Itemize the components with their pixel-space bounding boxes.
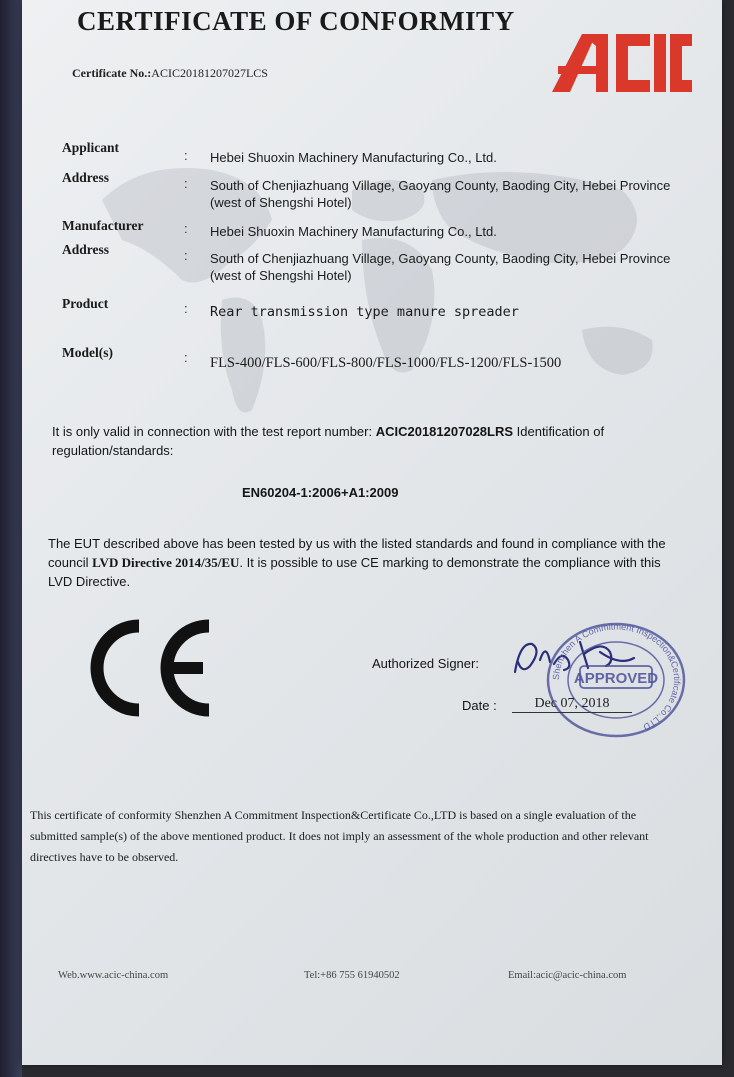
applicant-label: Applicant bbox=[62, 140, 120, 155]
product-colon: : bbox=[184, 301, 188, 316]
manufacturer-colon: : bbox=[184, 221, 188, 236]
svg-text:APPROVED: APPROVED bbox=[573, 670, 659, 687]
website-contact: Web.www.acic-china.com bbox=[58, 970, 169, 981]
address-value: South of Chenjiazhuang Village, Gaoyang County, Baoding City, Hebei Province (west of Shengshi Hotel) bbox=[210, 178, 671, 210]
acic-logo bbox=[552, 30, 692, 96]
certificate-number-label: Certificate No.: bbox=[72, 66, 152, 80]
disclaimer-note: This certificate of conformity Shenzhen A Commitment Inspection&Certificate Co.,LTD is based on a single evaluation of the submitted sample(s) of the above mentioned product. It does not imply an assessment of the whole production and other relevant directives have to be observed. bbox=[30, 808, 649, 864]
validity-text-post: Identification of regulation/standards: bbox=[52, 424, 605, 458]
standard-identifier: EN60204-1:2006+A1:2009 bbox=[242, 485, 399, 500]
telephone-contact: Tel:+86 755 61940502 bbox=[304, 970, 400, 981]
test-report-number: ACIC20181207028LRS bbox=[375, 424, 514, 439]
certificate-number-value: ACIC20181207027LCS bbox=[151, 66, 268, 80]
eut-text-post: . It is possible to use CE marking to demonstrate the compliance with this LVD Directive. bbox=[48, 555, 661, 589]
eut-text-pre: The EUT described above has been tested by us with the listed standards and found in compliance with the council bbox=[48, 536, 666, 570]
product-value: Rear transmission type manure spreader bbox=[210, 304, 519, 320]
authorized-signer-label: Authorized Signer: bbox=[372, 656, 479, 671]
validity-statement bbox=[52, 422, 682, 460]
address-colon: : bbox=[184, 176, 188, 191]
product-label: Product bbox=[62, 296, 109, 311]
date-value: Dec 07, 2018 bbox=[512, 696, 632, 713]
address-colon: : bbox=[184, 248, 188, 263]
address-label: Address bbox=[62, 242, 110, 257]
email-contact: Email:acic@acic-china.com bbox=[508, 970, 627, 981]
svg-text:Shenzhen A Commitment Inspecti: Shenzhen A Commitment Inspection&Certificate Co.,LTD bbox=[550, 621, 683, 733]
certificate-paper bbox=[22, 0, 722, 1065]
applicant-value: Hebei Shuoxin Machinery Manufacturing Co., Ltd. bbox=[210, 150, 497, 165]
validity-text-pre: It is only valid in connection with the test report number: bbox=[52, 424, 376, 439]
ce-mark-icon bbox=[87, 618, 217, 718]
models-label: Model(s) bbox=[62, 345, 113, 360]
manufacturer-label: Manufacturer bbox=[62, 218, 144, 233]
applicant-colon: : bbox=[184, 148, 188, 163]
approved-stamp bbox=[544, 620, 689, 740]
background-strip bbox=[0, 0, 22, 1077]
manufacturer-value: Hebei Shuoxin Machinery Manufacturing Co., Ltd. bbox=[210, 224, 497, 239]
eut-statement bbox=[48, 534, 678, 591]
models-value: FLS-400/FLS-600/FLS-800/FLS-1000/FLS-1200/FLS-1500 bbox=[210, 355, 562, 371]
date-label: Date : bbox=[462, 698, 497, 713]
certificate-title: CERTIFICATE OF CONFORMITY bbox=[77, 6, 515, 36]
address-value: South of Chenjiazhuang Village, Gaoyang County, Baoding City, Hebei Province (west of Shengshi Hotel) bbox=[210, 251, 671, 283]
address-label: Address bbox=[62, 170, 110, 185]
certificate-number bbox=[72, 64, 268, 82]
lvd-directive: LVD Directive 2014/35/EU bbox=[92, 555, 240, 570]
models-colon: : bbox=[184, 350, 188, 365]
